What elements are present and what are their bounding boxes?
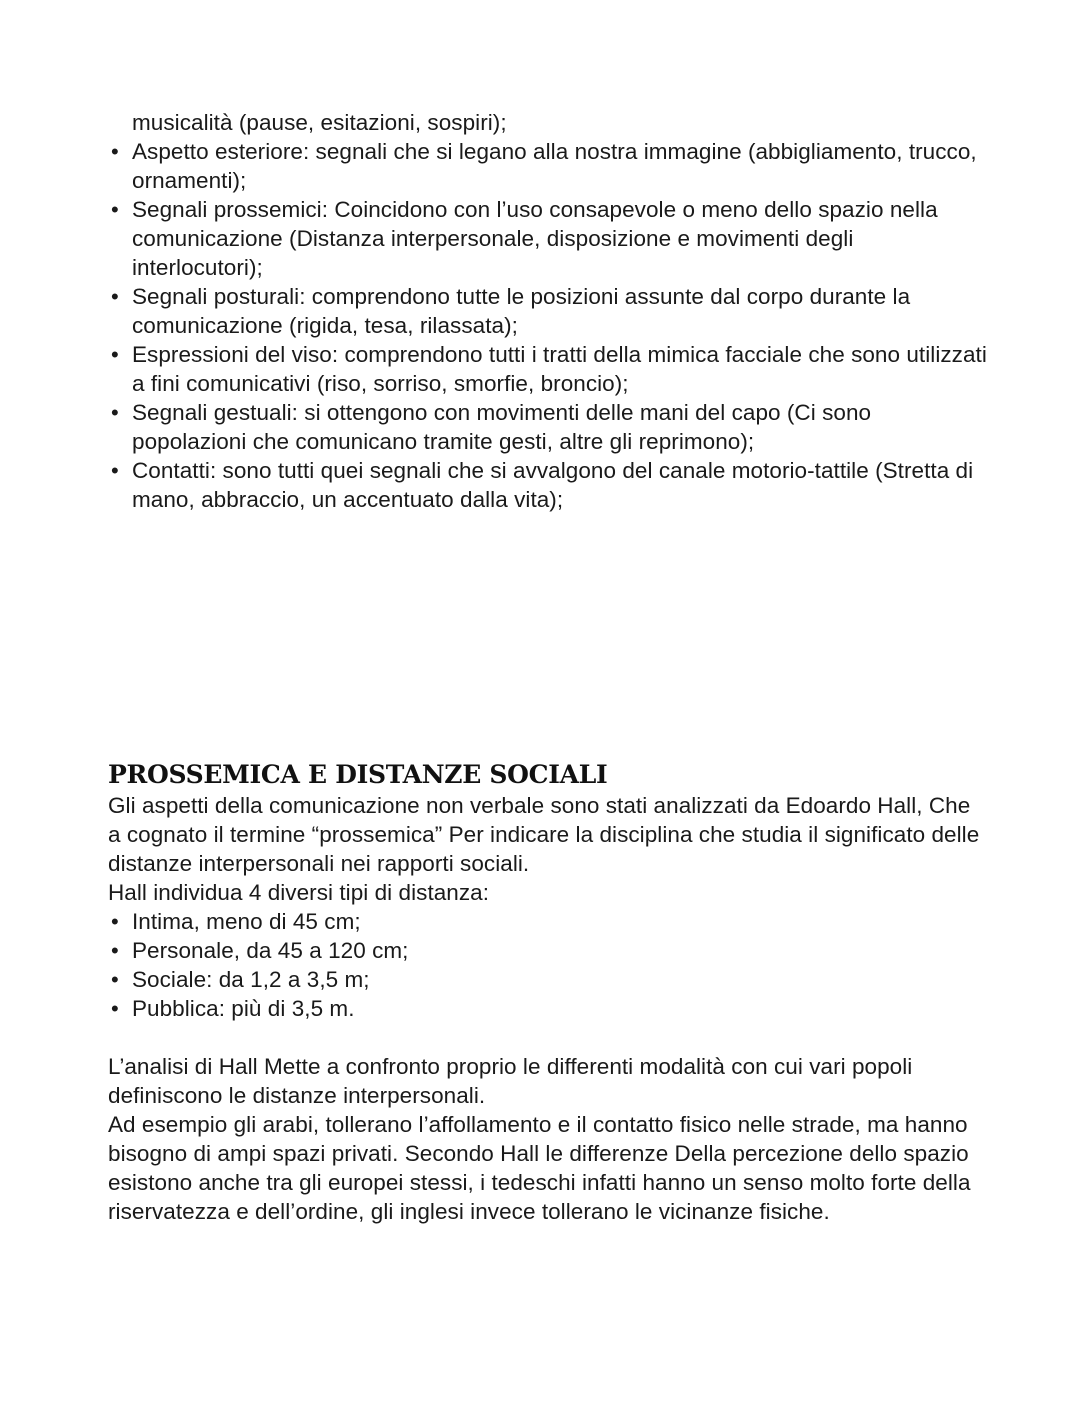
- list-item: [108, 282, 988, 340]
- list-item-text: Personale, da 45 a 120 cm;: [132, 938, 409, 963]
- bullet-icon: •: [111, 342, 119, 367]
- list-item: [108, 456, 988, 514]
- list-item-text: Aspetto esteriore: segnali che si legano alla nostra immagine (abbigliamento, trucco, ornamenti);: [132, 139, 977, 193]
- prossemica-section: [108, 760, 988, 1226]
- continuation-text: musicalità (pause, esitazioni, sospiri);: [132, 110, 507, 135]
- bullet-icon: •: [111, 284, 119, 309]
- list-item-text: Sociale: da 1,2 a 3,5 m;: [132, 967, 370, 992]
- paragraph-spacer: [108, 1023, 988, 1052]
- bullet-icon: •: [111, 909, 119, 934]
- list-item: [108, 340, 988, 398]
- bullet-icon: •: [111, 938, 119, 963]
- list-item: [108, 936, 988, 965]
- bullet-icon: •: [111, 139, 119, 164]
- bullet-icon: •: [111, 400, 119, 425]
- list-item-text: Segnali gestuali: si ottengono con movimenti delle mani del capo (Ci sono popolazioni che comunicano tramite gesti, altre gli reprimono);: [132, 400, 872, 454]
- bullet-icon: •: [111, 996, 119, 1021]
- intro-paragraph: Gli aspetti della comunicazione non verbale sono stati analizzati da Edoardo Hall, Che a cognato il termine “prossemica” Per indicare la disciplina che studia il significato delle distanze interpersonali nei rapporti sociali.: [108, 793, 980, 876]
- list-item-text: Segnali posturali: comprendono tutte le posizioni assunte dal corpo durante la comunicazione (rigida, tesa, rilassata);: [132, 284, 911, 338]
- list-item-text: Pubblica: più di 3,5 m.: [132, 996, 355, 1021]
- list-item-text: Espressioni del viso: comprendono tutti i tratti della mimica facciale che sono utilizzati a fini comunicativi (riso, sorriso, smorfie, broncio);: [132, 342, 987, 396]
- list-item: [108, 965, 988, 994]
- list-item: [108, 907, 988, 936]
- list-item-text: Intima, meno di 45 cm;: [132, 909, 361, 934]
- bullet-icon: •: [111, 458, 119, 483]
- list-item-text: Segnali prossemici: Coincidono con l’uso consapevole o meno dello spazio nella comunicazione (Distanza interpersonale, disposizione e movimenti degli interlocutori);: [132, 197, 938, 280]
- distances-list: [108, 907, 988, 1023]
- analysis-paragraph: L’analisi di Hall Mette a confronto proprio le differenti modalità con cui vari popoli definiscono le distanze interpersonali.: [108, 1054, 913, 1108]
- section-title: PROSSEMICA E DISTANZE SOCIALI: [108, 760, 608, 789]
- bullet-icon: •: [111, 967, 119, 992]
- list-item: [108, 195, 988, 282]
- list-item: [108, 398, 988, 456]
- nonverbal-signals-list: [108, 137, 988, 514]
- lead-paragraph: Hall individua 4 diversi tipi di distanza:: [108, 880, 490, 905]
- list-item: [108, 137, 988, 195]
- list-item: [108, 994, 988, 1023]
- list-item-text: Contatti: sono tutti quei segnali che si avvalgono del canale motorio-tattile (Stretta di mano, abbraccio, un accentuato dalla vita);: [132, 458, 974, 512]
- bullet-icon: •: [111, 197, 119, 222]
- example-paragraph: Ad esempio gli arabi, tollerano l’affollamento e il contatto fisico nelle strade, ma hanno bisogno di ampi spazi privati. Secondo Hall le differenze Della percezione dello spazio esistono anche tra gli europei stessi, i tedeschi infatti hanno un senso molto forte della riservatezza e dell’ordine, gli inglesi invece tollerano le vicinanze fisiche.: [108, 1112, 971, 1224]
